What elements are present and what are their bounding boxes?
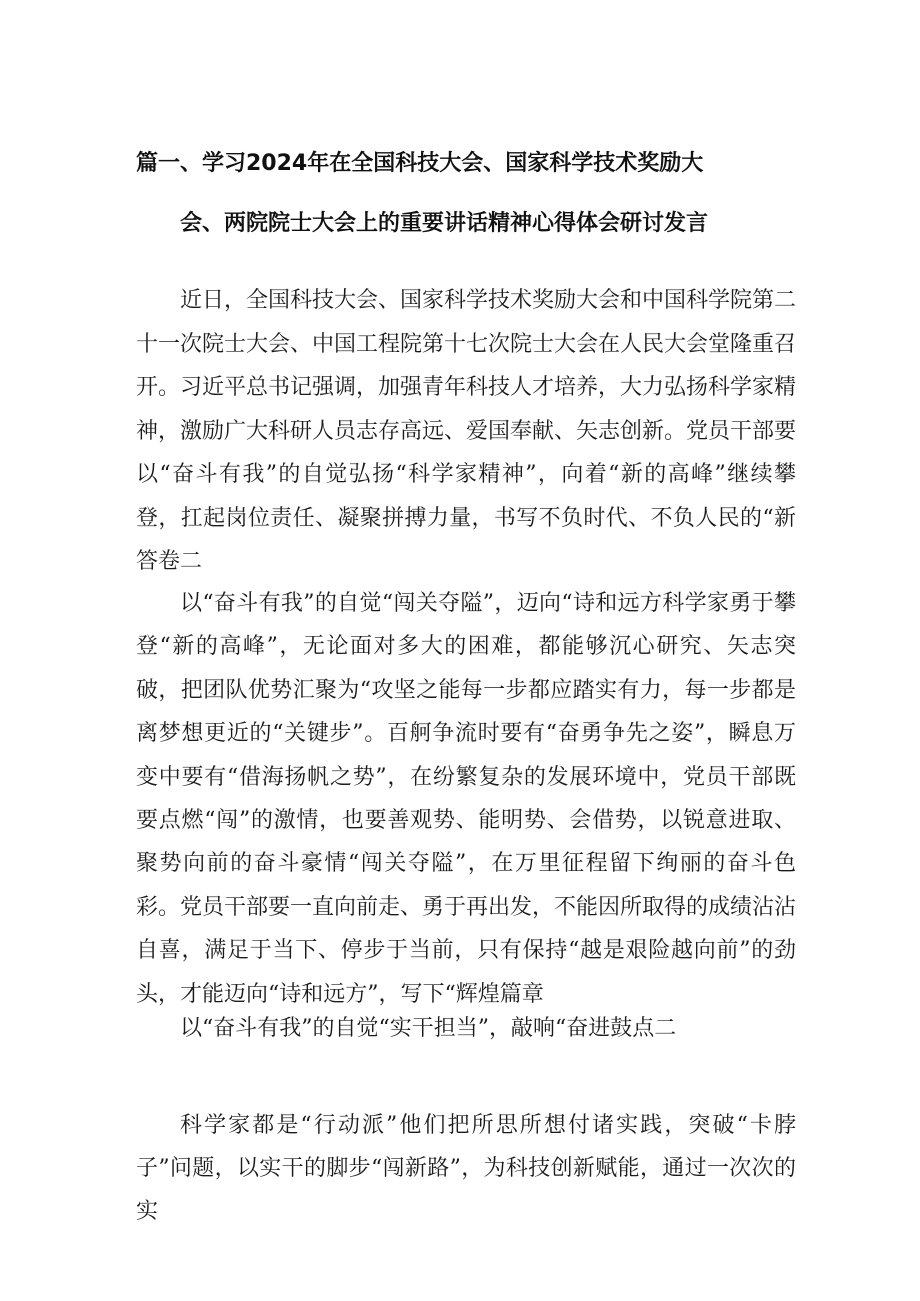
- paragraph-3: 以“奋斗有我”的自觉“实干担当”，敲响“奋进鼓点二: [180, 1016, 677, 1041]
- paragraph-4: 科学家都是“行动派”他们把所思所想付诸实践，突破“卡脖子”问题，以实干的脚步“闯新路”，为科技创新赋能，通过一次次的实: [136, 1113, 796, 1224]
- document-title-line-1: 篇一、学习2024年在全国科技大会、国家科学技术奖励大: [136, 151, 704, 176]
- paragraph-2: 以“奋斗有我”的自觉“闯关夺隘”，迈向“诗和远方科学家勇于攀登“新的高峰”，无论面对多大的困难，都能够沉心研究、矢志突破，把团队优势汇聚为“攻坚之能每一步都应踏实有力，每一步都是离梦想更近的“关键步”。百舸争流时要有“奋勇争先之姿”，瞬息万变中要有“借海扬帆之势”，在纷繁复杂的发展环境中，党员干部既要点燃“闯”的激情，也要善观势、能明势、会借势，以锐意进取、聚势向前的奋斗豪情“闯关夺隘”，在万里征程留下绚丽的奋斗色彩。党员干部要一直向前走、勇于再出发，不能因所取得的成绩沾沾自喜，满足于当下、停步于当前，只有保持“越是艰险越向前”的劲头，才能迈向“诗和远方”，写下“辉煌篇章: [136, 591, 797, 1007]
- paragraph-1: 近日，全国科技大会、国家科学技术奖励大会和中国科学院第二十一次院士大会、中国工程院第十七次院士大会在人民大会堂隆重召开。习近平总书记强调，加强青年科技人才培养，大力弘扬科学家精神，激励广大科研人员志存高远、爱国奉献、矢志创新。党员干部要以“奋斗有我”的自觉弘扬“科学家精神”，向着“新的高峰”继续攀登，扛起岗位责任、凝聚拼搏力量，书写不负时代、不负人民的“新答卷二: [136, 288, 797, 574]
- document-title-line-2: 会、两院院士大会上的重要讲话精神心得体会研讨发言: [180, 211, 709, 236]
